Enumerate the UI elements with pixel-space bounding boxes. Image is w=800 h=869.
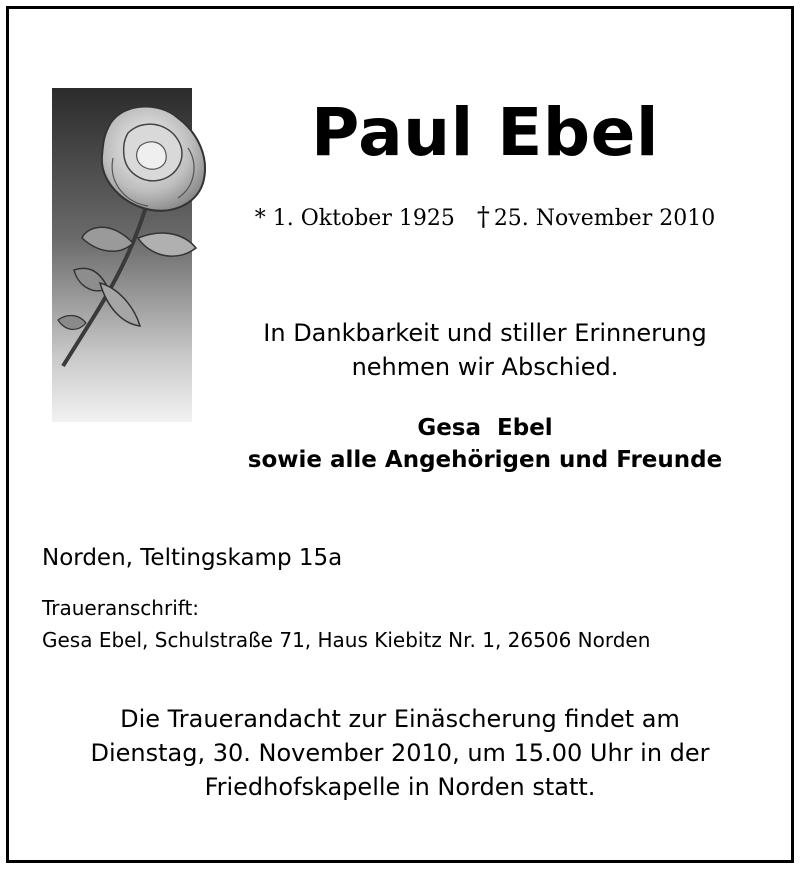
mourner-others: sowie alle Angehörigen und Freunde <box>247 447 723 473</box>
deceased-name: Paul Ebel <box>311 94 659 171</box>
death-date: 25. November 2010 <box>493 206 716 231</box>
mourners <box>210 412 760 476</box>
service-line: Die Trauerandacht zur Einäscherung findet am <box>120 705 680 733</box>
service-line: Friedhofskapelle in Norden statt. <box>204 773 596 801</box>
residence-address: Norden, Teltingskamp 15a <box>42 545 343 571</box>
birth-date: * 1. Oktober 1925 <box>254 206 455 231</box>
mourner-name: Gesa Ebel <box>417 415 553 441</box>
rose-icon <box>38 88 220 422</box>
mourning-address: Gesa Ebel, Schulstraße 71, Haus Kiebitz Nr. 1, 26506 Norden <box>42 628 651 652</box>
service-notice <box>40 702 760 804</box>
service-line: Dienstag, 30. November 2010, um 15.00 Uhr in der <box>90 739 710 767</box>
farewell-line: In Dankbarkeit und stiller Erinnerung <box>263 319 707 347</box>
farewell-line: nehmen wir Abschied. <box>351 353 619 381</box>
mourning-address-label: Traueranschrift: <box>42 596 200 620</box>
farewell-message <box>230 316 740 384</box>
life-dates <box>240 200 730 236</box>
cross-icon: † <box>476 202 490 232</box>
